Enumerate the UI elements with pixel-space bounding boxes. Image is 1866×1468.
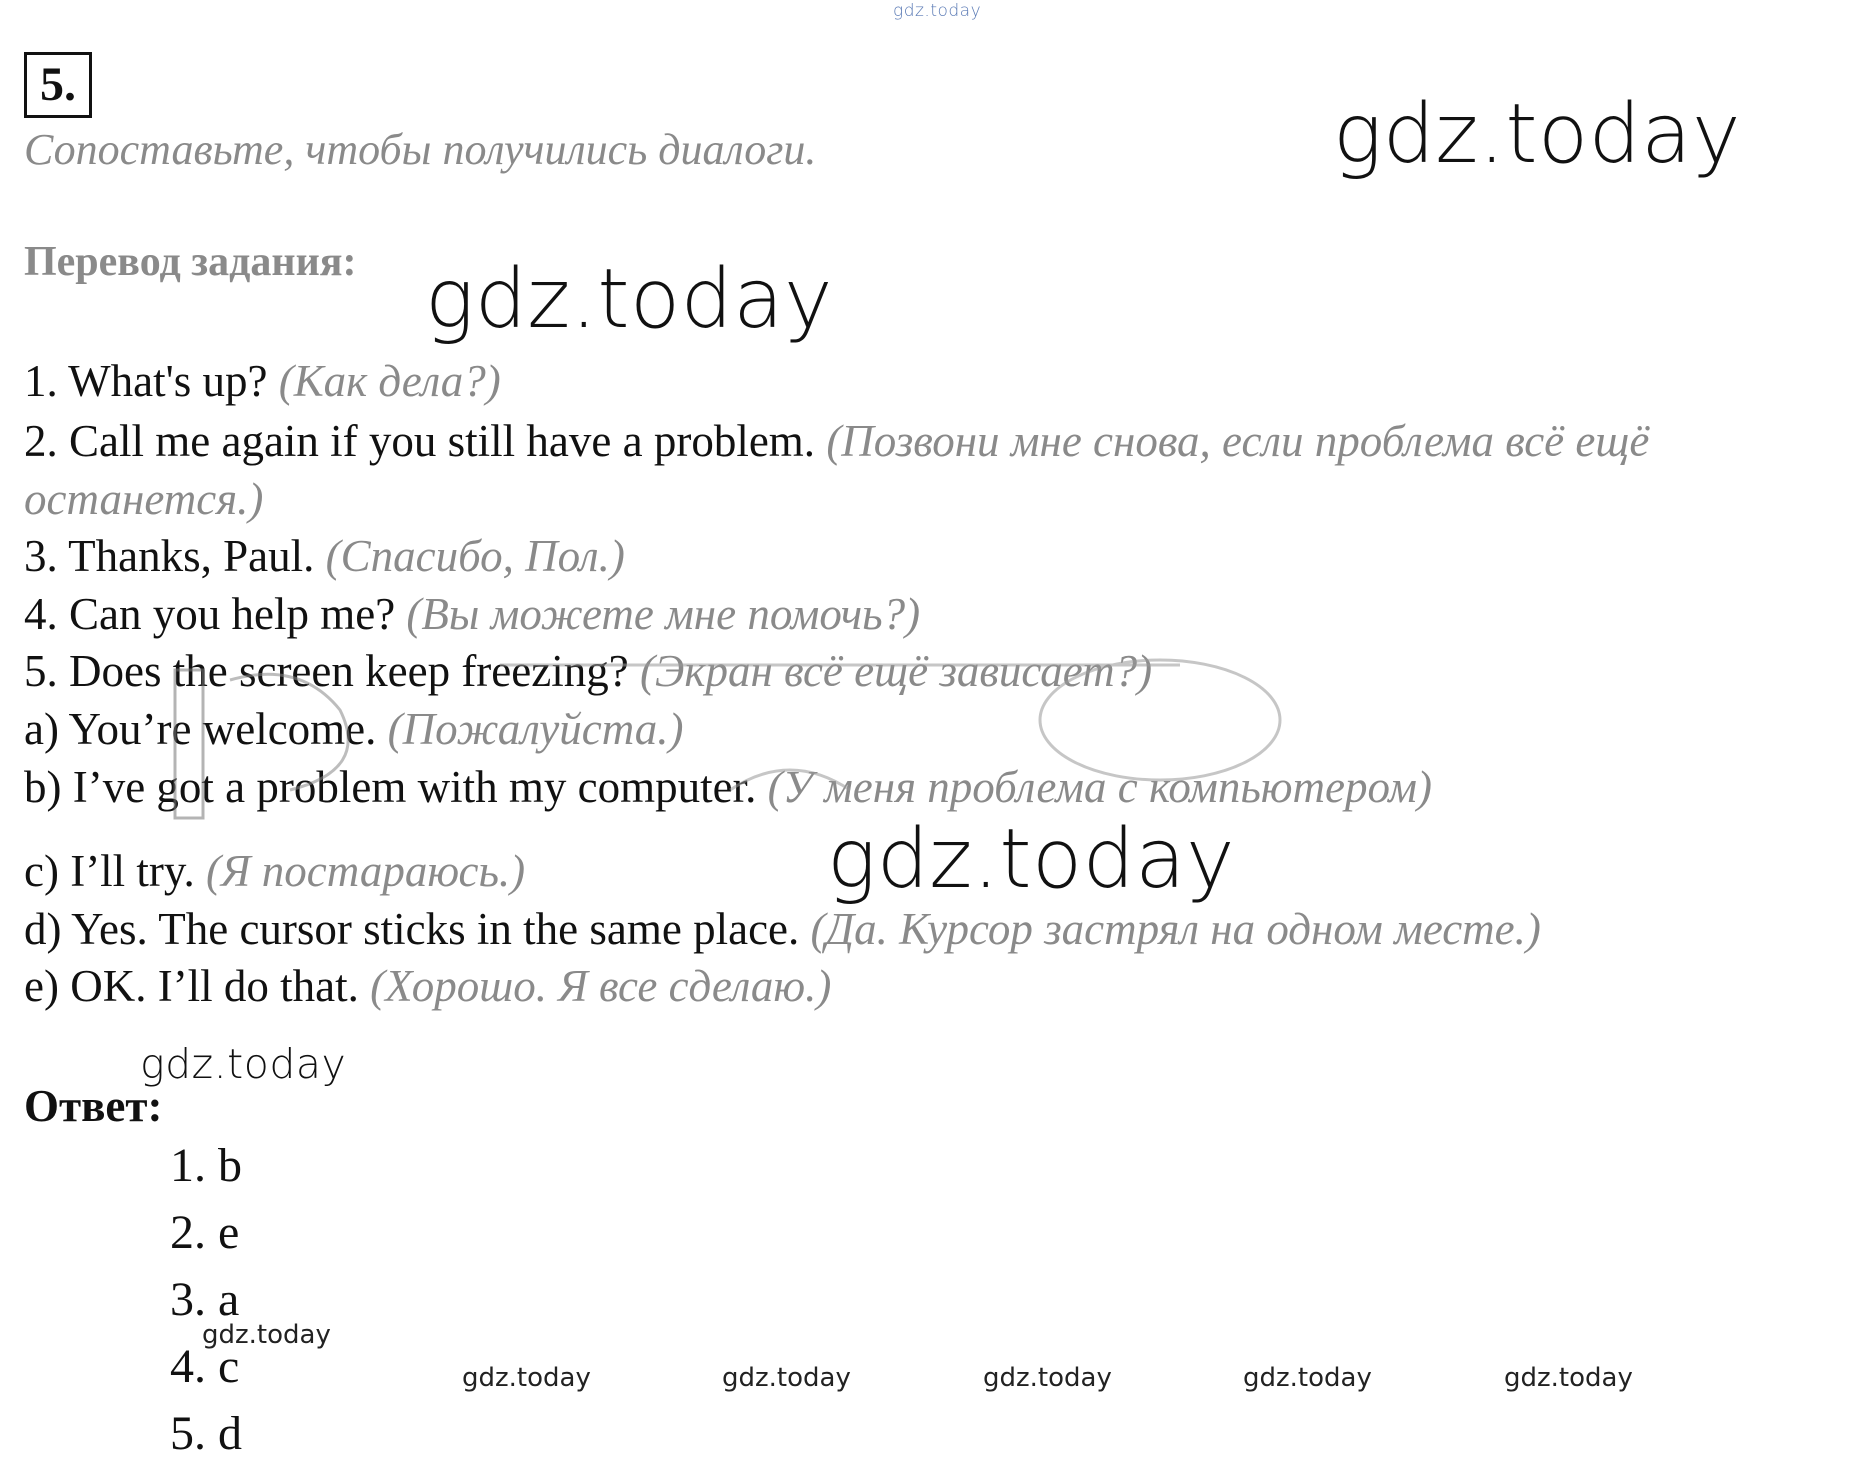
line-translation: (Да. Курсор застрял на одном месте.): [810, 904, 1541, 954]
watermark-large: gdz.today: [1333, 87, 1742, 182]
line-text: e) OK. I’ll do that.: [24, 961, 359, 1011]
dialogue-line: [24, 903, 1541, 955]
line-translation: (Я постараюсь.): [206, 846, 526, 896]
watermark-small: gdz.today: [1243, 1363, 1372, 1393]
watermark-medium: gdz.today: [140, 1040, 347, 1088]
answer-line: 3. a: [170, 1273, 240, 1326]
watermark-top: gdz.today: [893, 1, 982, 21]
watermark-large: gdz.today: [827, 812, 1236, 907]
line-text: d) Yes. The cursor sticks in the same place.: [24, 904, 800, 954]
line-translation: (Как дела?): [278, 356, 501, 406]
line-text: c) I’ll try.: [24, 846, 195, 896]
translation-heading: Перевод задания:: [24, 239, 357, 285]
line-text: a) You’re welcome.: [24, 704, 377, 754]
stamp-graphic: [170, 640, 1340, 820]
line-translation: (Пожалуйста.): [387, 704, 684, 754]
dialogue-line: [24, 845, 525, 897]
watermark-small: gdz.today: [983, 1363, 1112, 1393]
dialogue-line: [24, 412, 1864, 528]
dialogue-line: [24, 588, 920, 640]
line-translation: (Хорошо. Я все сделаю.): [370, 961, 832, 1011]
dialogue-line: [24, 355, 501, 407]
answer-line: 4. c: [170, 1340, 240, 1393]
dialogue-line: [24, 960, 831, 1012]
line-translation: (Спасибо, Пол.): [325, 531, 625, 581]
line-text: 2. Call me again if you still have a problem.: [24, 416, 816, 466]
dialogue-line: [24, 530, 625, 582]
line-translation: (У меня проблема с компьютером): [767, 762, 1432, 812]
task-number-box: 5.: [24, 52, 92, 118]
line-text: 3. Thanks, Paul.: [24, 531, 315, 581]
watermark-small: gdz.today: [1504, 1363, 1633, 1393]
line-text: 1. What's up?: [24, 356, 268, 406]
task-instruction: Сопоставьте, чтобы получились диалоги.: [24, 125, 817, 174]
line-text: b) I’ve got a problem with my computer.: [24, 762, 757, 812]
watermark-small: gdz.today: [722, 1363, 851, 1393]
answer-line: 1. b: [170, 1139, 242, 1192]
answer-line: 2. e: [170, 1206, 240, 1259]
line-text: 4. Can you help me?: [24, 589, 396, 639]
answer-line: 5. d: [170, 1407, 242, 1460]
line-translation: (Экран всё ещё зависает?): [639, 646, 1153, 696]
watermark-small: gdz.today: [202, 1320, 331, 1350]
line-text: 5. Does the screen keep freezing?: [24, 646, 629, 696]
watermark-large: gdz.today: [425, 252, 834, 347]
answer-heading: Ответ:: [24, 1081, 163, 1131]
line-translation: (Вы можете мне помочь?): [406, 589, 921, 639]
watermark-small: gdz.today: [462, 1363, 591, 1393]
line-translation: (Позвони мне снова, если проблема всё ещё останется.): [24, 416, 1650, 524]
